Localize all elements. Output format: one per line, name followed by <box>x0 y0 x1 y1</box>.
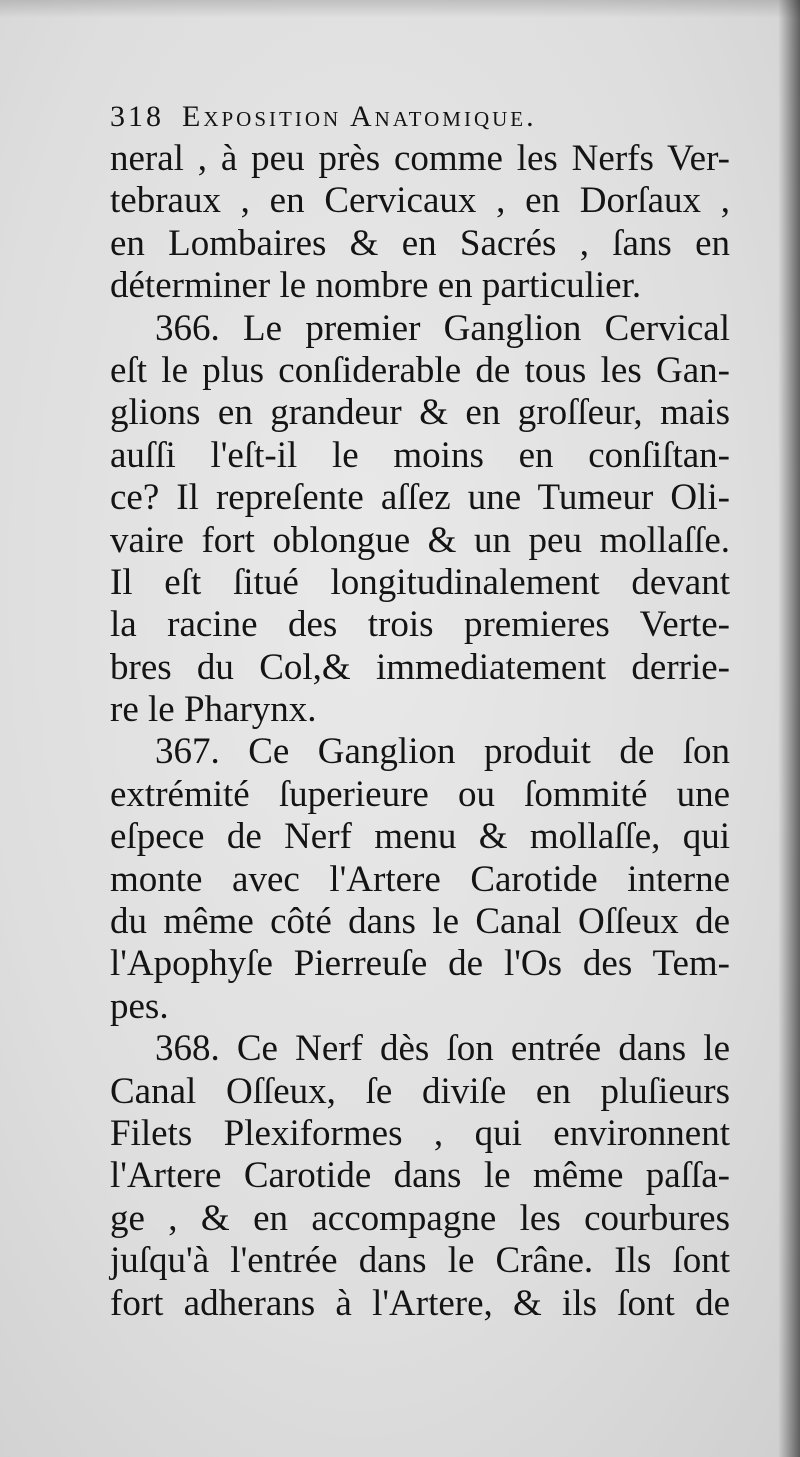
page-text-block <box>110 96 730 1325</box>
running-header <box>110 96 730 138</box>
text-line: 366. Le premier Ganglion Cervical <box>155 307 730 349</box>
text-line: 368. Ce Nerf dès ſon entrée dans le <box>155 1028 730 1070</box>
text-line: neral , à peu près comme les Nerfs Ver- <box>110 138 730 179</box>
text-line: bres du Col,& immediatement derrie- <box>110 646 730 688</box>
text-line: tebraux , en Cervicaux , en Dorſaux , <box>110 180 730 222</box>
text-line: déterminer le nombre en particulier. <box>110 265 642 307</box>
text-line: pes. <box>110 985 169 1027</box>
page-top-shadow <box>0 0 800 18</box>
text-line: Canal Oſſeux, ſe diviſe en pluſieurs <box>110 1070 730 1112</box>
text-line: vaire fort oblongue & un peu mollaſſe. <box>110 519 730 561</box>
text-line: 367. Ce Ganglion produit de ſon <box>155 731 730 773</box>
text-line: extrémité ſuperieure ou ſommité une <box>110 773 730 815</box>
page-number: 318 <box>110 100 164 133</box>
text-line: en Lombaires & en Sacrés , ſans en <box>110 222 730 264</box>
text-line: l'Artere Carotide dans le même paſſa- <box>110 1155 730 1197</box>
text-line: Filets Plexiformes , qui environnent <box>110 1112 730 1154</box>
body-text <box>110 138 730 1325</box>
text-line: auſſi l'eſt-il le moins en conſiſtan- <box>110 434 730 476</box>
page-gutter-shadow <box>778 0 800 1457</box>
text-line: la racine des trois premieres Verte- <box>110 604 730 646</box>
running-title: Exposition Anatomique. <box>182 100 537 133</box>
text-line: re le Pharynx. <box>110 689 317 731</box>
text-line: juſqu'à l'entrée dans le Crâne. Ils ſont <box>110 1240 730 1282</box>
text-line: ce? Il repreſente aſſez une Tumeur Oli- <box>110 477 730 519</box>
text-line: l'Apophyſe Pierreuſe de l'Os des Tem- <box>110 943 730 985</box>
text-line: du même côté dans le Canal Oſſeux de <box>110 901 730 943</box>
text-line: glions en grandeur & en groſſeur, mais <box>110 392 730 434</box>
text-line: monte avec l'Artere Carotide interne <box>110 858 730 900</box>
text-line: fort adherans à l'Artere, & ils ſont de <box>110 1282 730 1324</box>
text-line: eſt le plus conſiderable de tous les Gan- <box>110 349 730 391</box>
text-line: ge , & en accompagne les courbures <box>110 1197 730 1239</box>
text-line: Il eſt ſitué longitudinalement devant <box>110 561 730 603</box>
text-line: eſpece de Nerf menu & mollaſſe, qui <box>110 816 730 858</box>
